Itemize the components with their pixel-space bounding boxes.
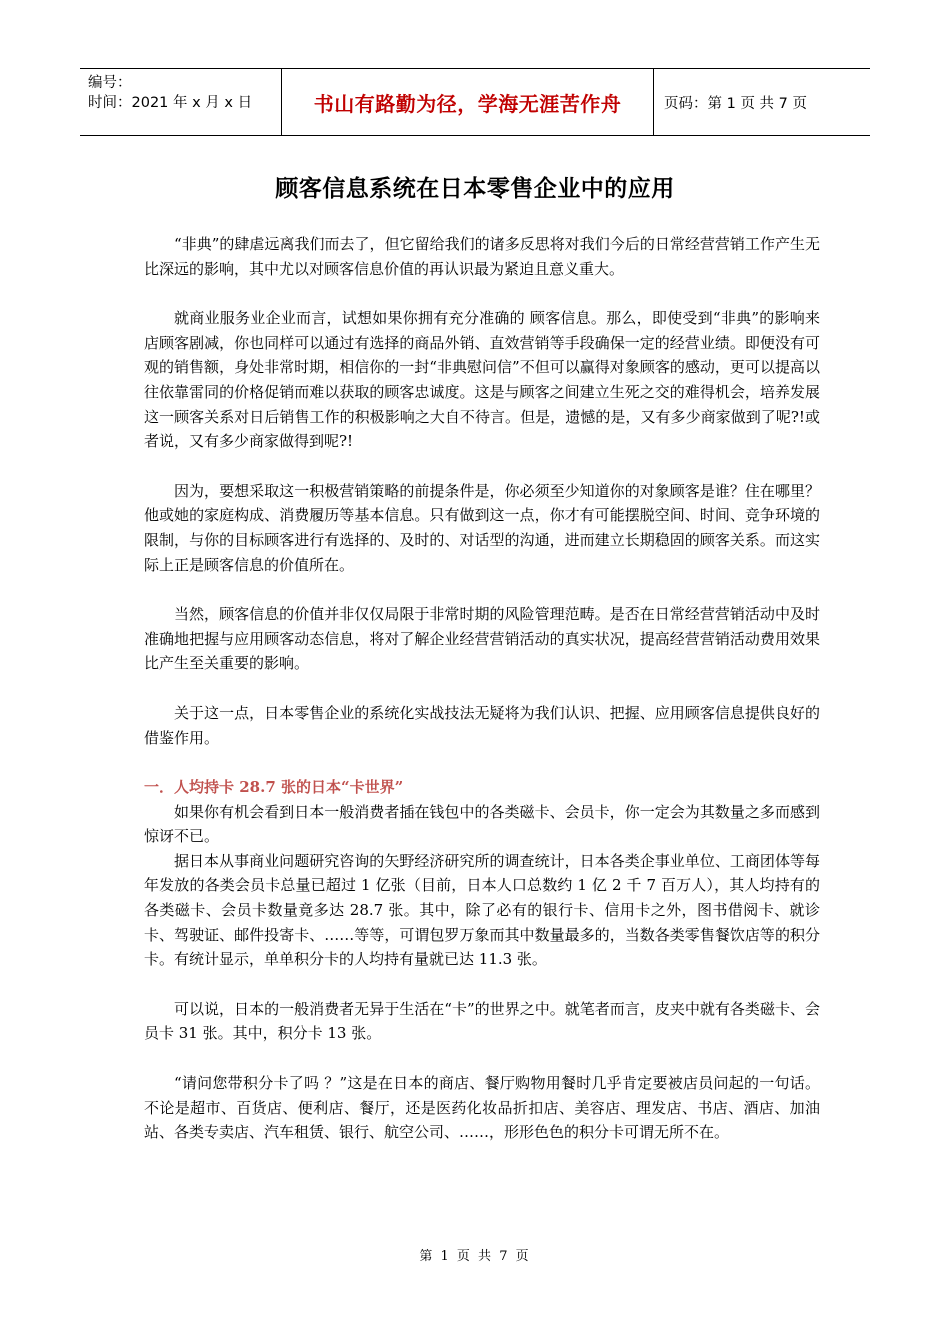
number-label: 编号：: [88, 75, 132, 91]
paragraph: 关于这一点，日本零售企业的系统化实战技法无疑将为我们认识、把握、应用顾客信息提供良好的借鉴作用。: [144, 703, 820, 747]
paragraph: 就商业服务业企业而言，试想如果你拥有充分准确的 顾客信息。那么，即使受到“非典”的影响来店顾客剧减，你也同样可以通过有选择的商品外销、直效营销等手段确保一定的经营业绩。即便没有可观的销售额，身处非常时期，相信你的一封“非典慰问信”不但可以赢得对象顾客的感动，更可以提高以往依靠雷同的价格促销而难以获取的顾客忠诚度。这是与顾客之间建立生死之交的难得机会，培养发展这一顾客关系对日后销售工作的积极影响之大自不待言。但是，遗憾的是，又有多少商家做到了呢?!或者说，又有多少商家做得到呢?!: [144, 309, 820, 451]
document-title: 顾客信息系统在日本零售企业中的应用: [275, 176, 675, 202]
paragraph: 因为，要想采取这一积极营销策略的前提条件是，你必须至少知道你的对象顾客是谁？住在哪里？他或她的家庭构成、消费履历等基本信息。只有做到这一点，你才有可能摆脱空间、时间、竞争环境的限制，与你的目标顾客进行有选择的、及时的、对话型的沟通，进而建立长期稳固的顾客关系。而这实际上正是顾客信息的价值所在。: [144, 481, 820, 574]
paragraph: 可以说，日本的一般消费者无异于生活在“卡”的世界之中。就笔者而言，皮夹中就有各类磁卡、会员卡 31 张。其中，积分卡 13 张。: [144, 999, 820, 1043]
header-page-cell: [654, 69, 870, 135]
paragraph: “非典”的肆虐远离我们而去了，但它留给我们的诸多反思将对我们今后的日常经营营销工作产生无比深远的影响，其中尤以对顾客信息价值的再认识最为紧迫且意义重大。: [144, 235, 820, 278]
document-body: [144, 232, 820, 1145]
paragraph: “请问您带积分卡了吗 ？”这是在日本的商店、餐厅购物用餐时几乎肯定要被店员问起的一句话。不论是超市、百货店、便利店、餐厅，还是医药化妆品折扣店、美容店、理发店、书店、酒店、加油站、各类专卖店、汽车租赁、银行、航空公司、……，形形色色的积分卡可谓无所不在。: [144, 1074, 820, 1142]
header-motto: 书山有路勤为径，学海无涯苦作舟: [313, 91, 622, 116]
paragraph: 如果你有机会看到日本一般消费者插在钱包中的各类磁卡、会员卡，你一定会为其数量之多而感到惊讶不已。: [144, 802, 820, 846]
paragraph: 当然，顾客信息的价值并非仅仅局限于非常时期的风险管理范畴。是否在日常经营营销活动中及时准确地把握与应用顾客动态信息，将对了解企业经营营销活动的真实状况，提高经营营销活动费用效果比产生至关重要的影响。: [144, 605, 820, 673]
document-header: [80, 68, 870, 136]
date-line: 时间：2021 年 x 月 x 日: [88, 95, 253, 111]
page-footer: 第 1 页 共 7 页: [419, 1249, 531, 1264]
section-heading: 一．人均持卡 28.7 张的日本“卡世界”: [144, 778, 404, 797]
paragraph: 据日本从事商业问题研究咨询的矢野经济研究所的调查统计，日本各类企事业单位、工商团体等每年发放的各类会员卡总量已超过 1 亿张（目前，日本人口总数约 1 亿 2 千 7 百万人），其人均持有的各类磁卡、会员卡数量竟多达 28.7 张。其中，除了必有的银行卡、信用卡之外，图书借阅卡、就诊卡、驾驶证、邮件投寄卡、……等等，可谓包罗万象而其中数量最多的，当数各类零售餐饮店等的积分卡。有统计显示，单单积分卡的人均持有量就已达 11.3 张。: [144, 851, 820, 969]
header-meta-cell: [80, 69, 282, 135]
header-motto-cell: [282, 69, 654, 135]
page-code: 页码：第 1 页 共 7 页: [664, 95, 807, 112]
